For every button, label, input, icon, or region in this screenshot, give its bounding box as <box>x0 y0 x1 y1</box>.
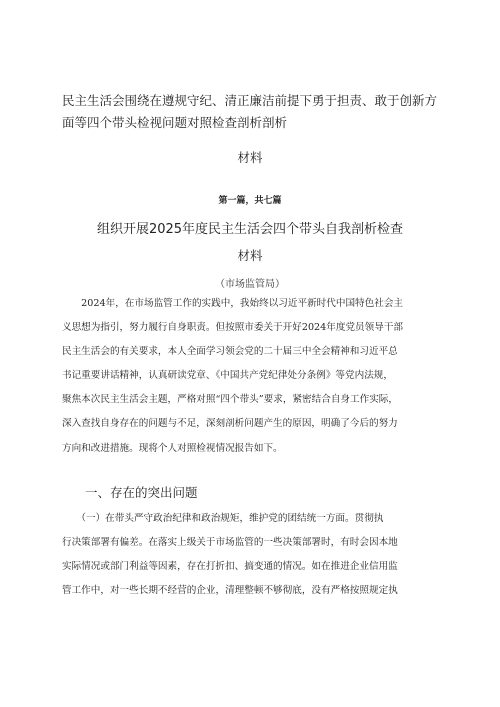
article-title-subtitle: 材料 <box>237 248 263 263</box>
section-line: （一）在带头严守政治纪律和政治规矩，维护党的团结统一方面。贯彻执 <box>62 513 384 524</box>
intro-line: 2024年，在市场监管工作的实践中，我始终以习近平新时代中国特色社会主 <box>62 298 404 309</box>
main-title-line-2: 面等四个带头检视问题对照检查剖析剖析 <box>62 115 288 130</box>
main-title-subtitle: 材料 <box>237 150 263 165</box>
intro-line: 深入查找自身存在的问题与不足，深刻剖析问题产生的原因，明确了今后的努力 <box>62 418 398 430</box>
section-paragraph <box>62 507 438 603</box>
unit-label: （市场监管局） <box>215 279 285 290</box>
section-line: 实际情况或部门利益等因素，存在打折扣、搞变通的情况。如在推进企业信用监 <box>62 561 398 573</box>
intro-line: 民主生活会的有关要求，本人全面学习领会党的二十届三中全会精神和习近平总 <box>62 346 398 358</box>
intro-line: 书记重要讲话精神，认真研读党章、《中国共产党纪律处分条例》等党内法规， <box>62 370 393 382</box>
section-heading: 一、存在的突出问题 <box>85 485 198 500</box>
intro-line: 方向和改进措施。现将个人对照检视情况报告如下。 <box>62 442 283 454</box>
intro-line: 聚焦本次民主生活会主题，严格对照“四个带头”要求，紧密结合自身工作实际， <box>62 394 398 406</box>
section-line: 行决策部署有偏差。在落实上级关于市场监管的一些决策部署时，有时会因本地 <box>62 537 398 549</box>
document-main-title <box>62 90 462 134</box>
main-title-line-1: 民主生活会围绕在遵规守纪、清正廉洁前提下勇于担责、敢于创新方 <box>62 93 438 108</box>
part-label: 第一篇，共七篇 <box>218 196 282 206</box>
section-line: 管工作中，对一些长期不经营的企业，清理整顿不够彻底，没有严格按照规定执 <box>62 585 398 597</box>
intro-paragraph <box>62 292 438 461</box>
intro-line: 义思想为指引，努力履行自身职责。但按照市委关于开好2024年度党员领导干部 <box>62 322 404 334</box>
article-title: 组织开展2025年度民主生活会四个带头自我剖析检查 <box>96 222 404 237</box>
